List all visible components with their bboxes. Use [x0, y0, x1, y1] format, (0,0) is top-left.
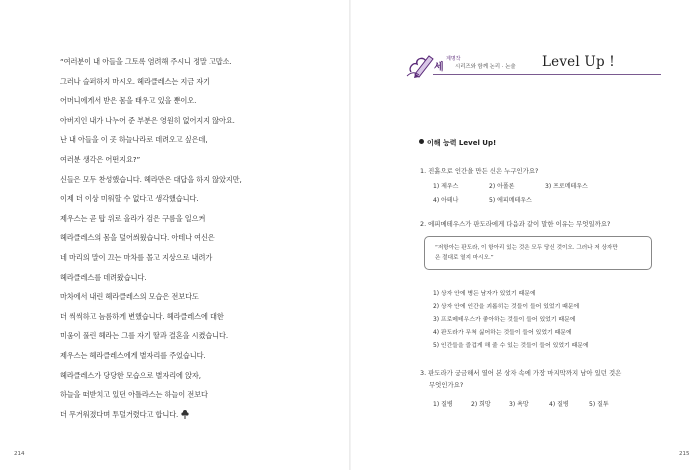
story-line: 헤라클레스의 몸을 덮어씌웠습니다. 아테나 여신은 — [60, 233, 215, 243]
story-line: 헤라클레스를 데려왔습니다. — [60, 272, 147, 282]
q3-option: 4) 질병 — [549, 401, 569, 408]
story-line: 하늘을 떠받치고 있던 아틀라스는 하늘이 전보다 — [60, 390, 208, 400]
question-3-line2: 무엇인가요? — [429, 381, 464, 389]
q3-option: 1) 질병 — [433, 401, 453, 408]
page-gutter — [349, 0, 351, 470]
question-3: 3. 판도라가 궁금해서 열어 본 상자 속에 가장 마지막까지 남아 있던 것은 — [420, 369, 622, 377]
story-text — [60, 52, 330, 424]
q2-choice: 5) 인간들을 즐겁게 해 줄 수 있는 것들이 들어 있었기 때문에 — [433, 343, 589, 349]
flower-end-icon — [180, 409, 190, 419]
series-header — [405, 50, 645, 78]
q1-option: 4) 아테나 — [433, 197, 459, 204]
quote-line: 은 절대로 열지 마시오.” — [435, 255, 494, 261]
story-line: 마차에서 내린 헤라클레스의 모습은 전보다도 — [60, 292, 199, 302]
story-line: 네 마리의 말이 끄는 마차를 몰고 지상으로 내려가 — [60, 252, 213, 262]
story-line: 어머니에게서 받은 몸을 태우고 있을 뿐이오. — [60, 96, 197, 106]
series-subtitle: 시리즈와 함께 논리 · 논술 — [455, 64, 516, 70]
q1-option: 2) 아폴론 — [489, 183, 515, 190]
story-line: 여러분 생각은 어떤지요?” — [60, 154, 141, 164]
story-line: “여러분이 내 아들을 그토록 염려해 주시니 정말 고맙소. — [60, 57, 232, 66]
quote-box — [424, 236, 652, 270]
story-line: 미움이 풀린 헤라는 그를 자기 딸과 결혼을 시켰습니다. — [60, 331, 229, 341]
question-1: 1. 진흙으로 인간을 만든 신은 누구인가요? — [420, 167, 539, 175]
header-underline — [433, 74, 661, 75]
story-line: 제우스는 곧 탑 위로 올라가 검은 구름을 일으켜 — [60, 213, 206, 223]
page-number-right: 215 — [679, 451, 690, 457]
section-title-text: 이해 능력 Level Up! — [427, 139, 497, 147]
story-line: 제우스는 헤라클레스에게 별자리를 주었습니다. — [60, 350, 206, 360]
question-2: 2. 에피메테우스가 판도라에게 다음과 같이 말한 이유는 무엇일까요? — [420, 220, 611, 228]
q2-choice: 2) 상자 안에 인간을 괴롭히는 것들이 들어 있었기 때문에 — [433, 304, 580, 310]
q1-option: 5) 에피메테우스 — [489, 197, 532, 204]
q2-choice: 3) 프로메테우스가 좋아하는 것들이 들어 있었기 때문에 — [433, 317, 576, 323]
q3-option: 5) 질투 — [589, 401, 609, 408]
q1-option: 3) 프로메테우스 — [545, 183, 588, 190]
story-line: 더 씩씩하고 늠름하게 변했습니다. 헤라클레스에 대한 — [60, 311, 224, 321]
quote-line: “저항아는 판도라, 이 항아리 있는 것은 모두 당신 것이오. 그러나 저 상자만 — [435, 245, 618, 251]
q2-choice: 1) 상자 안에 병든 남자가 있었기 때문에 — [433, 291, 536, 297]
story-line: 아버지인 내가 나누어 준 부분은 영원히 없어지지 않아요. — [60, 115, 235, 125]
page-number-left: 214 — [14, 451, 25, 457]
story-line: 이제 더 이상 미워할 수 없다고 생각했습니다. — [60, 194, 199, 204]
story-line: 헤라클레스가 당당한 모습으로 별자리에 앉자, — [60, 370, 201, 380]
q3-option: 3) 욕망 — [509, 401, 529, 408]
level-up-title: Level Up ! — [542, 54, 615, 70]
q3-option: 2) 희망 — [471, 401, 491, 408]
section-title — [419, 138, 496, 148]
series-title-sup: 계명작 — [446, 56, 461, 62]
story-line — [60, 405, 330, 425]
series-title: 세 — [434, 62, 444, 73]
story-line: 난 내 아들을 이 곳 하늘나라로 데려오고 싶은데, — [60, 135, 208, 145]
bullet-icon — [419, 139, 424, 144]
story-line: 신들은 모두 찬성했습니다. 헤라만은 대답을 하지 않았지만, — [60, 174, 242, 184]
story-line: 그러나 슬퍼하지 마시오. 헤라클레스는 지금 자기 — [60, 76, 210, 86]
story-last-line: 더 무거워졌다며 투덜거렸다고 합니다. — [60, 409, 179, 419]
q2-choice: 4) 판도라가 무척 싫어하는 것들이 들어 있었기 때문에 — [433, 330, 572, 336]
q1-option: 1) 제우스 — [433, 183, 459, 190]
